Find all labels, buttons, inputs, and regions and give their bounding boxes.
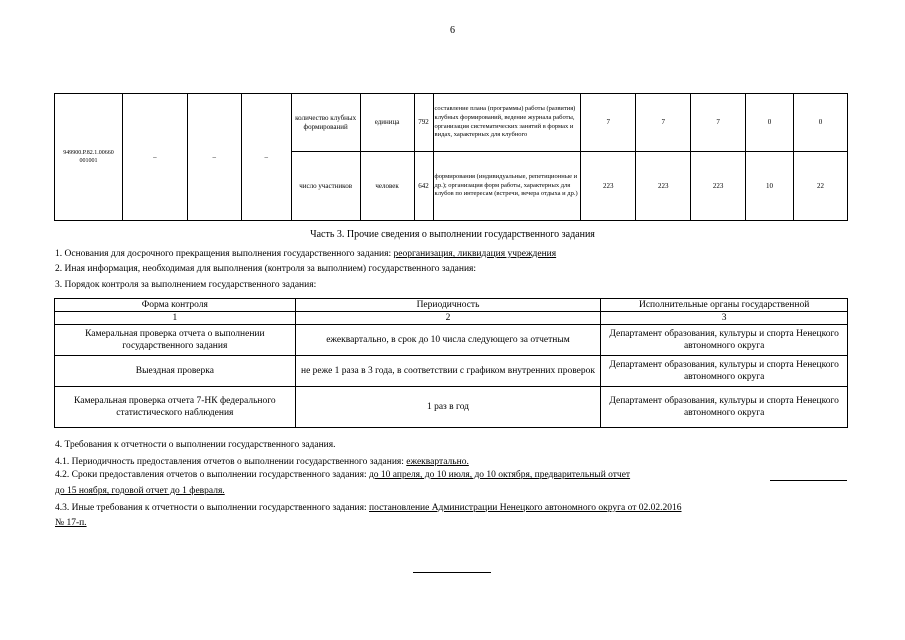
- fill-underline: [770, 480, 847, 481]
- column-header: Исполнительные органы государственной: [601, 299, 848, 312]
- item-4-3-continued: № 17-п.: [55, 518, 87, 528]
- value-cell: 223: [691, 152, 746, 221]
- periodicity: 1 раз в год: [295, 387, 601, 428]
- item-4-2: [55, 469, 630, 481]
- item-4-1: [55, 456, 469, 468]
- item-4-3-value: постановление Администрации Ненецкого автономного округа от 02.02.2016: [369, 503, 682, 513]
- item-4-2-value: до 10 апреля, до 10 июля, до 10 октября, предварительный отчет: [368, 470, 631, 480]
- value-cell: 7: [691, 94, 746, 152]
- control-form: Выездная проверка: [55, 356, 296, 387]
- indicators-table: [54, 93, 848, 221]
- value-cell: 10: [746, 152, 794, 221]
- table-row: [55, 94, 848, 152]
- footer-separator: [413, 572, 491, 573]
- page-number: 6: [450, 25, 455, 36]
- table-number-row: [55, 312, 848, 325]
- unit: единица: [360, 94, 414, 152]
- executive-body: Департамент образования, культуры и спорта Ненецкого автономного округа: [601, 325, 848, 356]
- okei-code: 792: [414, 94, 433, 152]
- value-cell: 223: [636, 152, 691, 221]
- part3-heading: Часть 3. Прочие сведения о выполнении государственного задания: [310, 229, 595, 240]
- periodicity: не реже 1 раза в 3 года, в соответствии с графиком внутренних проверок: [295, 356, 601, 387]
- column-header: Форма контроля: [55, 299, 296, 312]
- item-4-1-label: 4.1. Периодичность предоставления отчетов о выполнении государственного задания:: [55, 457, 407, 467]
- column-number: 3: [601, 312, 848, 325]
- column-number: 1: [55, 312, 296, 325]
- control-table: [54, 298, 848, 428]
- table-row: [55, 387, 848, 428]
- item-4-1-value: ежеквартально.: [406, 457, 469, 467]
- item-3: 3. Порядок контроля за выполнением государственного задания:: [55, 280, 317, 290]
- value-cell: 0: [793, 94, 847, 152]
- work-description: формирования (индивидуальные, репетиционные и др.); организация форм работы, характерных для клубов по интересам (встречи, вечера отдыха и др.): [433, 152, 581, 221]
- item-2: 2. Иная информация, необходимая для выполнения (контроля за выполнием) государственного задания:: [55, 264, 477, 274]
- item-1: [55, 248, 556, 260]
- indicator-name: количество клубных формирований: [291, 94, 360, 152]
- item-4-2-continued: до 15 ноября, годовой отчет до 1 февраля.: [55, 486, 225, 496]
- dash-cell: –: [187, 94, 241, 221]
- value-cell: 223: [581, 152, 636, 221]
- item-4-2-label: 4.2. Сроки предоставления отчетов о выполнении государственного задания:: [55, 470, 369, 480]
- dash-cell: –: [241, 94, 291, 221]
- control-form: Камеральная проверка отчета 7-НК федерального статистического наблюдения: [55, 387, 296, 428]
- column-header: Периодичность: [295, 299, 601, 312]
- item-1-label: 1. Основания для досрочного прекращения выполнения государственного задания:: [55, 249, 394, 259]
- indicator-name: число участников: [291, 152, 360, 221]
- okei-code: 642: [414, 152, 433, 221]
- column-number: 2: [295, 312, 601, 325]
- item-4: 4. Требования к отчетности о выполнении государственного задания.: [55, 440, 336, 450]
- periodicity: ежеквартально, в срок до 10 числа следующего за отчетным: [295, 325, 601, 356]
- table-row: [55, 356, 848, 387]
- item-4-3-label: 4.3. Иные требования к отчетности о выполнении государственного задания:: [55, 503, 370, 513]
- item-4-3: [55, 502, 682, 514]
- control-form: Камеральная проверка отчета о выполнении государственного задания: [55, 325, 296, 356]
- value-cell: 7: [636, 94, 691, 152]
- value-cell: 0: [746, 94, 794, 152]
- unit: человек: [360, 152, 414, 221]
- service-code: 949900.Р.82.1.00660 001001: [55, 94, 123, 221]
- table-header-row: [55, 299, 848, 312]
- executive-body: Департамент образования, культуры и спорта Ненецкого автономного округа: [601, 356, 848, 387]
- table-row: [55, 325, 848, 356]
- item-1-value: реорганизация, ликвидация учреждения: [393, 249, 557, 259]
- value-cell: 7: [581, 94, 636, 152]
- value-cell: 22: [793, 152, 847, 221]
- work-description: составление плана (программы) работы (развития) клубных формирований, ведение журнала работы, организация систематических занятий в формах и видах, характерных для клубного: [433, 94, 581, 152]
- dash-cell: –: [122, 94, 187, 221]
- executive-body: Департамент образования, культуры и спорта Ненецкого автономного округа: [601, 387, 848, 428]
